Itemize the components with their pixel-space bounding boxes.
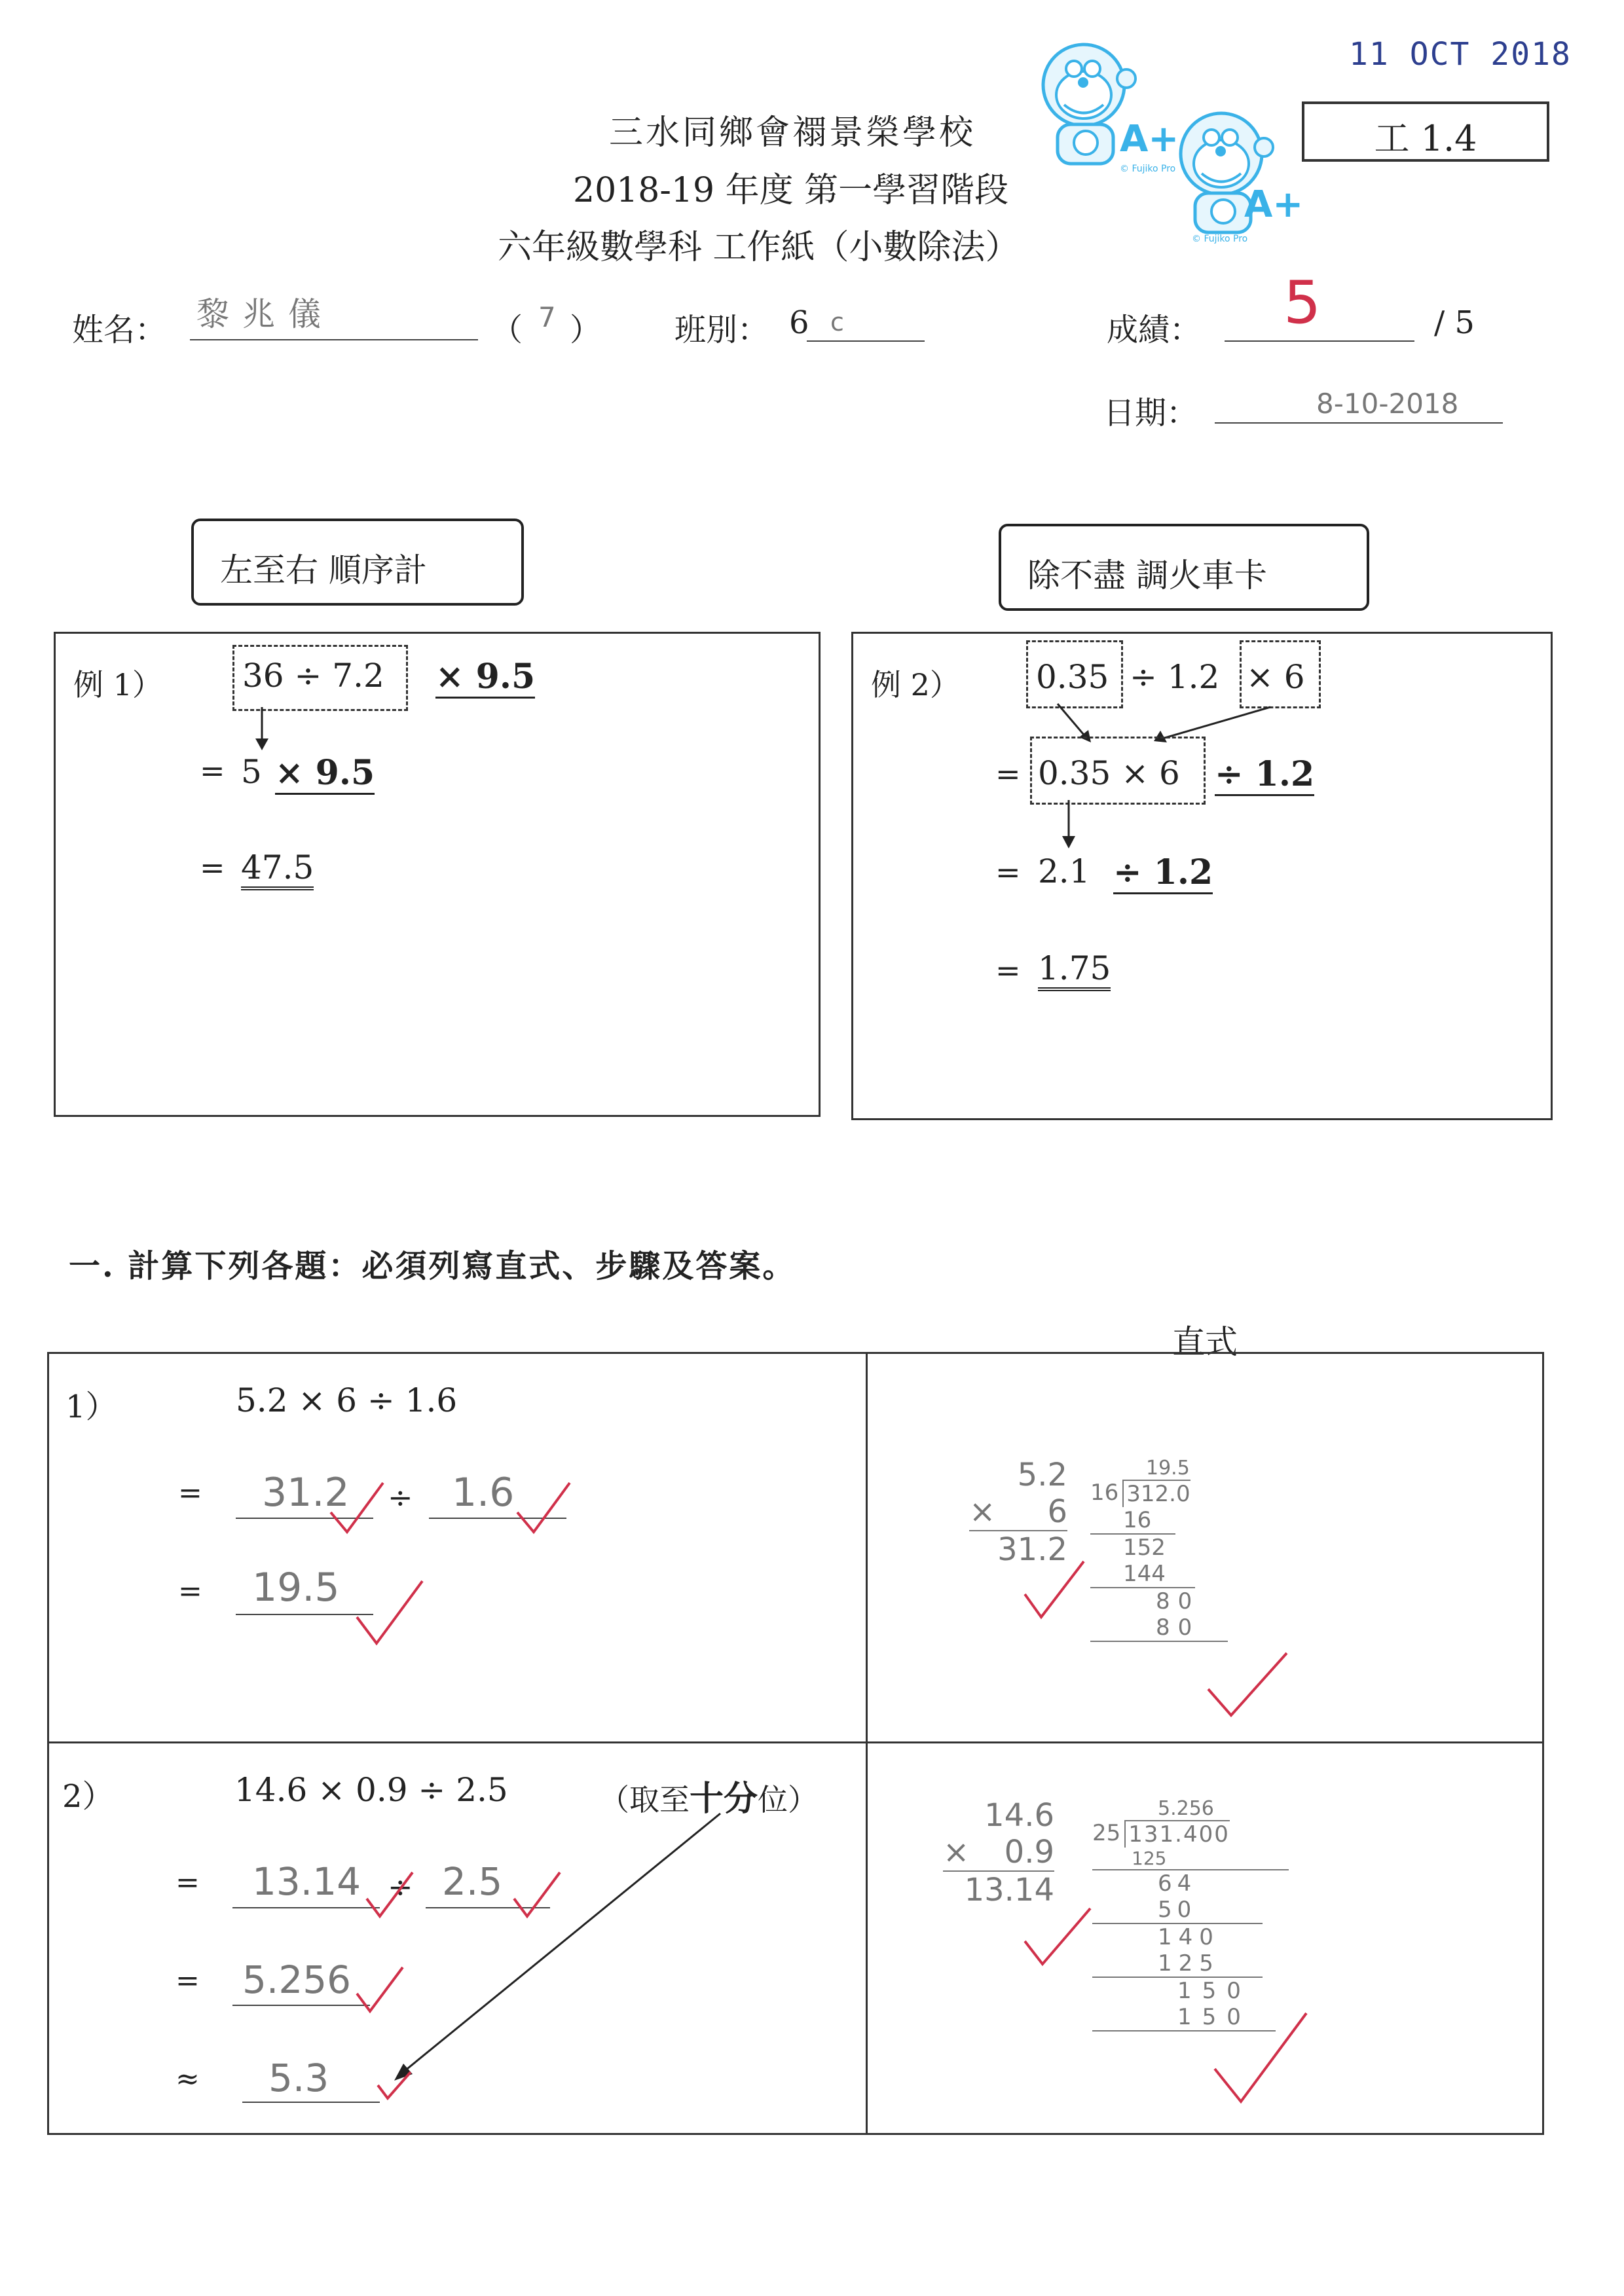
example1-line2-b: × 9.5	[275, 753, 375, 795]
example1-eq2: =	[200, 753, 225, 788]
example1-boxed-expr: 36 ÷ 7.2	[242, 657, 384, 695]
q2-step1-op: ÷	[388, 1869, 413, 1904]
number-close: ）	[570, 312, 602, 348]
example2-box1-text: 0.35	[1036, 658, 1109, 696]
q1-mul-result: 31.2	[997, 1531, 1067, 1568]
example1-arrow	[252, 707, 272, 753]
q2-blank-1	[232, 1907, 380, 1908]
q2-note-close: 位）	[758, 1782, 819, 1817]
q1-eq2: =	[178, 1575, 202, 1608]
q2-div-step: 64	[1158, 1870, 1197, 1897]
date-field-line	[1215, 422, 1503, 424]
vertical-column-label: 直式	[1172, 1323, 1238, 1361]
check-icon	[511, 1869, 563, 1922]
sticker-brand: © Fujiko Pro	[1192, 234, 1248, 244]
q2-div-step: 140	[1158, 1924, 1220, 1950]
check-icon	[354, 1964, 406, 2016]
q1-vertical-multiplication	[969, 1457, 1067, 1568]
class-field-line	[807, 340, 925, 342]
sticker-grade: A+	[1244, 183, 1304, 226]
rule-train-swap	[999, 524, 1369, 611]
check-icon	[354, 1578, 426, 1650]
q1-eq1: =	[178, 1476, 202, 1510]
date-value: 8-10-2018	[1316, 388, 1459, 420]
example1-line2-a: 5	[241, 753, 262, 791]
worksheet-id: 工 1.4	[1374, 118, 1477, 159]
table-row-divider	[47, 1741, 1542, 1743]
example2-down-arrow	[1059, 800, 1079, 852]
q2-vertical-multiplication	[943, 1797, 1054, 1908]
q2-div-step: 50	[1092, 1897, 1263, 1924]
q1-mul-row	[969, 1493, 1067, 1531]
check-icon	[514, 1480, 573, 1539]
q2-div-divisor: 25	[1092, 1820, 1121, 1846]
rule-left-text: 左至右 順序計	[220, 551, 427, 589]
q1-mul-op: ×	[969, 1493, 996, 1530]
score-value: 5	[1283, 268, 1321, 337]
q1-expression: 5.2 × 6 ÷ 1.6	[236, 1381, 458, 1419]
q2-mul-top: 14.6	[984, 1797, 1054, 1834]
example1-panel	[54, 632, 821, 1117]
q2-step1-a: 13.14	[252, 1859, 361, 1904]
q2-long-division	[1092, 1797, 1289, 2032]
class-label: 班別：	[674, 312, 769, 348]
q2-div-quotient: 5.256	[1158, 1797, 1214, 1820]
q2-div-dividend: 131.400	[1124, 1820, 1230, 1848]
q2-answer-blank	[242, 2102, 380, 2103]
school-name: 三水同鄉會禤景榮學校	[609, 113, 976, 153]
class-value-hand: c	[830, 308, 844, 337]
q2-div-step: 125	[1092, 1848, 1289, 1870]
score-label: 成績：	[1107, 312, 1202, 348]
q2-expression: 14.6 × 0.9 ÷ 2.5	[234, 1771, 508, 1809]
q1-step1-a: 31.2	[262, 1470, 350, 1516]
q2-div-step: 150	[1177, 1978, 1251, 2004]
subject-line: 六年級數學科 工作紙（小數除法）	[498, 228, 1020, 267]
name-value: 黎兆儀	[196, 295, 334, 333]
q2-eq3: ≈	[175, 2062, 200, 2096]
name-field-line	[190, 339, 478, 340]
q1-div-dividend: 312.0	[1122, 1480, 1190, 1507]
q2-pointer-arrow	[386, 1800, 740, 2088]
q2-answer: 5.3	[268, 2056, 329, 2100]
sticker-brand: © Fujiko Pro	[1120, 164, 1176, 174]
check-icon	[1022, 1558, 1087, 1624]
q1-step1-b: 1.6	[452, 1470, 515, 1516]
q2-blank-3	[232, 2005, 370, 2006]
q1-long-division	[1090, 1457, 1228, 1642]
example1-eq3: =	[200, 850, 225, 885]
q2-div-step: 150	[1092, 2004, 1276, 2032]
q2-mul-row	[943, 1834, 1054, 1872]
sticker-grade: A+	[1120, 118, 1179, 160]
check-icon	[375, 2069, 414, 2102]
q1-mul-by: 6	[1047, 1493, 1067, 1530]
q1-div-step: 152	[1123, 1535, 1166, 1561]
example2-line1-mid: ÷ 1.2	[1130, 658, 1220, 696]
q2-note-open: （取至	[599, 1782, 690, 1817]
year-line: 2018-19 年度 第一學習階段	[573, 171, 1009, 210]
example1-answer: 47.5	[241, 848, 314, 890]
q1-div-step: 80	[1156, 1588, 1200, 1614]
example2-answer: 1.75	[1038, 949, 1111, 991]
q1-div-quotient: 19.5	[1146, 1457, 1190, 1480]
example2-label: 例 2）	[871, 667, 960, 702]
example2-line2-rest: ÷ 1.2	[1215, 754, 1314, 796]
q1-div-step: 144	[1090, 1561, 1195, 1588]
rule-left-to-right	[191, 519, 524, 606]
q2-mul-op: ×	[943, 1834, 970, 1870]
check-icon	[1022, 1905, 1094, 1971]
q1-mul-top: 5.2	[1017, 1457, 1067, 1493]
q1-answer: 19.5	[252, 1565, 340, 1611]
q2-note-bold: 十分	[690, 1779, 758, 1819]
date-stamp: 11 OCT 2018	[1349, 36, 1572, 73]
check-icon	[1205, 1650, 1290, 1722]
q2-number: 2）	[62, 1778, 114, 1815]
q1-div-step: 80	[1090, 1614, 1228, 1642]
q2-mul-by: 0.9	[1004, 1834, 1054, 1870]
q1-div-step: 16	[1090, 1507, 1175, 1535]
check-icon	[363, 1869, 416, 1922]
number-open: （	[491, 312, 523, 348]
q2-step1-b: 2.5	[442, 1859, 503, 1904]
example1-line1-rest: × 9.5	[435, 657, 535, 699]
example2-box2-text: × 6	[1246, 658, 1305, 696]
check-icon	[327, 1480, 386, 1539]
q1-div-divisor: 16	[1090, 1480, 1119, 1506]
example1-label: 例 1）	[73, 667, 162, 702]
example2-line3-b: ÷ 1.2	[1113, 852, 1213, 894]
class-value-printed: 6	[789, 304, 809, 341]
score-total: / 5	[1434, 304, 1475, 341]
name-label: 姓名：	[72, 312, 167, 348]
q2-mul-result: 13.14	[964, 1872, 1054, 1908]
example2-eq3: =	[995, 854, 1021, 890]
q1-step1-op: ÷	[388, 1480, 413, 1515]
date-label: 日期：	[1103, 395, 1198, 431]
check-icon	[1211, 2010, 1310, 2108]
number-value: 7	[538, 301, 556, 333]
q1-number: 1）	[65, 1389, 117, 1425]
example2-line3-a: 2.1	[1038, 852, 1090, 890]
example2-boxed-expr: 0.35 × 6	[1038, 754, 1180, 792]
q2-div-step: 125	[1092, 1950, 1263, 1978]
doraemon-sticker	[1166, 108, 1316, 252]
score-field-line	[1225, 340, 1414, 342]
q1-answer-blank	[236, 1614, 373, 1615]
example2-eq4: =	[995, 953, 1021, 988]
q2-step2: 5.256	[242, 1958, 352, 2002]
example2-eq2: =	[995, 756, 1021, 792]
worksheet-id-box	[1302, 101, 1549, 162]
q2-eq2: =	[175, 1964, 200, 1997]
section-title: 一. 計算下列各題：必須列寫直式、步驟及答案。	[69, 1248, 796, 1285]
rule-right-text: 除不盡 調火車卡	[1027, 556, 1267, 594]
q2-eq1: =	[175, 1866, 200, 1899]
doraemon-sticker	[1028, 39, 1179, 183]
